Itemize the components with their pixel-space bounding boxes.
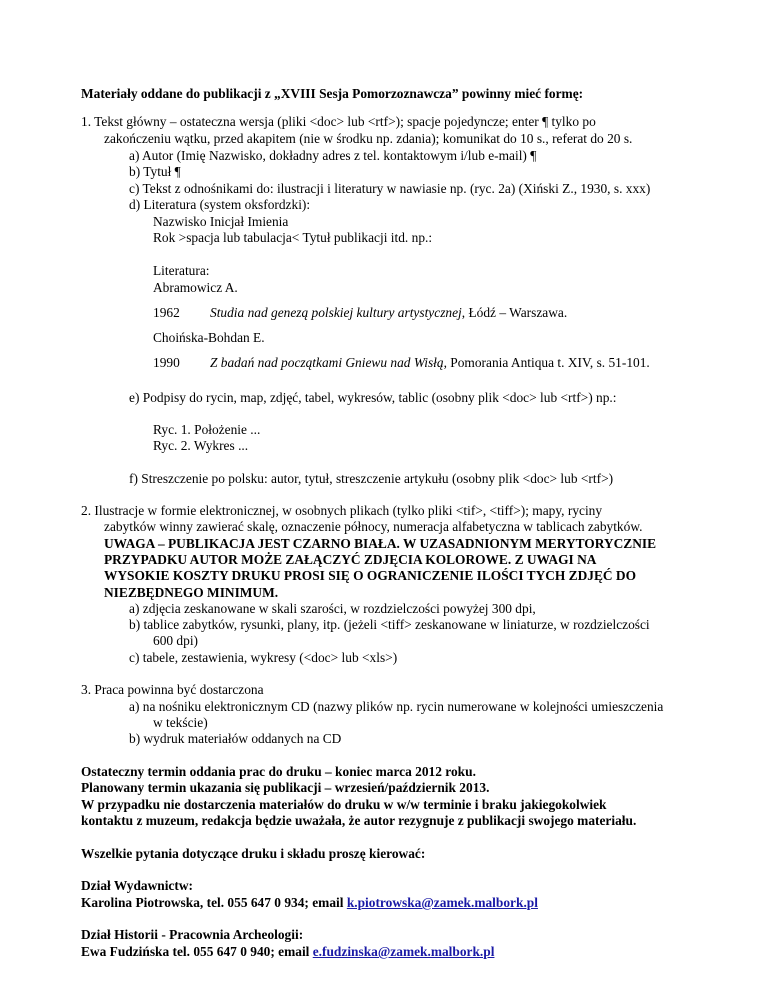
caption-example-2: Ryc. 2. Wykres ... [153,438,249,453]
section1-item-d: d) Literatura (system oksfordzki): [129,197,311,212]
literature-entry-2 [210,355,650,370]
contact1-email-link[interactable]: k.piotrowska@zamek.malbork.pl [346,895,538,910]
contact1-department: Dział Wydawnictw: [81,878,193,893]
section1-line2: zakończeniu wątku, przed akapitem (nie w środku np. zdania); komunikat do 10 s., referat do 20 s. [104,131,633,146]
section2-line2: zabytków winny zawierać skalę, oznaczenie północy, numeracja alfabetyczna w tablicach zabytków. [104,519,643,534]
literature-author-1: Abramowicz A. [153,280,238,295]
section2-item-a: a) zdjęcia zeskanowane w skali szarości, w rozdzielczości powyżej 300 dpi, [129,601,536,616]
section3-item-b: b) wydruk materiałów oddanych na CD [129,731,342,746]
literature-entry-1 [210,305,567,320]
deadline-line-1: Ostateczny termin oddania prac do druku – koniec marca 2012 roku. [81,764,476,779]
warning-line-3: WYSOKIE KOSZTY DRUKU PROSI SIĘ O OGRANICZENIE ILOŚCI TYCH ZDJĘĆ DO [104,568,637,583]
literature-author-2: Choińska-Bohdan E. [153,330,265,345]
section3-line1: 3. Praca powinna być dostarczona [81,682,264,697]
literature-title-1: Studia nad genezą polskiej kultury artystycznej [210,305,462,320]
section2-item-c: c) tabele, zestawienia, wykresy (<doc> lub <xls>) [129,650,398,665]
section1-item-d-line2: Rok >spacja lub tabulacja< Tytuł publikacji itd. np.: [153,230,433,245]
literature-year-2: 1990 [153,355,180,370]
contact1-line [81,895,538,910]
contact2-details: Ewa Fudzińska tel. 055 647 0 940; email [81,944,313,959]
section1-line1: 1. Tekst główny – ostateczna wersja (pliki <doc> lub <rtf>); spacje pojedyncze; enter ¶ tylko po [81,114,596,129]
document-title: Materiały oddane do publikacji z „XVIII Sesja Pomorzoznawcza” powinny mieć formę: [81,86,584,101]
section1-item-b: b) Tytuł ¶ [129,164,181,179]
section3-item-a-line1: a) na nośniku elektronicznym CD (nazwy plików np. rycin numerowane w kolejności umieszczenia [129,699,664,714]
contact2-department: Dział Historii - Pracownia Archeologii: [81,927,304,942]
literature-title-2: Z badań nad początkami Gniewu nad Wisłą [210,355,444,370]
literature-rest-2: , Pomorania Antiqua t. XIV, s. 51-101. [443,355,650,370]
section1-item-e: e) Podpisy do rycin, map, zdjęć, tabel, wykresów, tablic (osobny plik <doc> lub <rtf>) np.: [129,390,617,405]
section3-item-a-line2: w tekście) [153,715,208,730]
section1-item-a: a) Autor (Imię Nazwisko, dokładny adres z tel. kontaktowym i/lub e-mail) ¶ [129,148,537,163]
literature-year-1: 1962 [153,305,180,320]
deadline-line-2: Planowany termin ukazania się publikacji – wrzesień/październik 2013. [81,780,490,795]
section2-item-b-line2: 600 dpi) [153,633,199,648]
warning-line-4: NIEZBĘDNEGO MINIMUM. [104,585,279,600]
contact2-email-link[interactable]: e.fudzinska@zamek.malbork.pl [312,944,495,959]
deadline-line-3: W przypadku nie dostarczenia materiałów do druku w w/w terminie i braku jakiegokolwiek [81,797,607,812]
section2-item-b-line1: b) tablice zabytków, rysunki, plany, itp. (jeżeli <tiff> zeskanowane w liniaturze, w rozdzielczości [129,617,650,632]
deadline-line-4: kontaktu z muzeum, redakcja będzie uważała, że autor rezygnuje z publikacji swojego materiału. [81,813,637,828]
contact2-line [81,944,494,959]
literature-rest-1: , Łódź – Warszawa. [461,305,568,320]
section1-item-f: f) Streszczenie po polsku: autor, tytuł, streszczenie artykułu (osobny plik <doc> lub <rtf>) [129,471,614,486]
questions-line: Wszelkie pytania dotyczące druku i składu proszę kierować: [81,846,426,861]
contact1-details: Karolina Piotrowska, tel. 055 647 0 934; email [81,895,347,910]
caption-example-1: Ryc. 1. Położenie ... [153,422,261,437]
warning-line-2: PRZYPADKU AUTOR MOŻE ZAŁĄCZYĆ ZDJĘCIA KOLOROWE. Z UWAGI NA [104,552,597,567]
section1-item-c: c) Tekst z odnośnikami do: ilustracji i literatury w nawiasie np. (ryc. 2a) (Xiński Z., 1930, s. xxx) [129,181,651,196]
section1-item-d-line1: Nazwisko Inicjał Imienia [153,214,289,229]
warning-line-1: UWAGA – PUBLIKACJA JEST CZARNO BIAŁA. W UZASADNIONYM MERYTORYCZNIE [104,536,657,551]
literature-header: Literatura: [153,263,210,278]
section2-line1: 2. Ilustracje w formie elektronicznej, w osobnych plikach (tylko pliki <tif>, <tiff>); mapy, ryciny [81,503,603,518]
